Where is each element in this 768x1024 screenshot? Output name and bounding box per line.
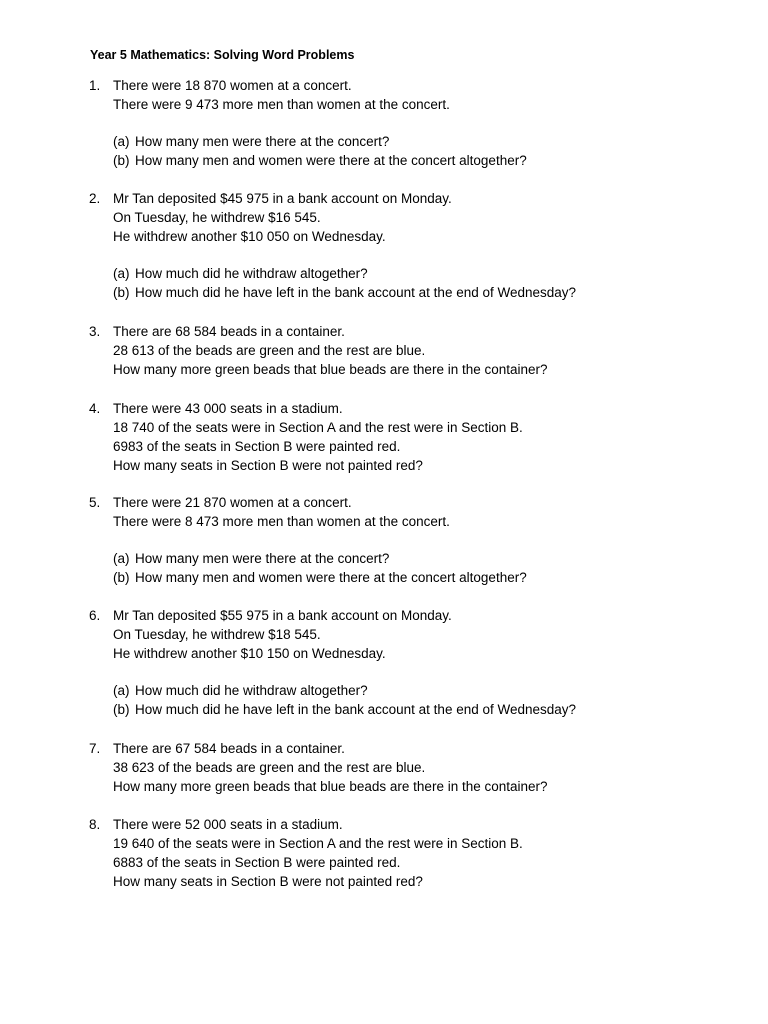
problem-number: 3. xyxy=(89,324,101,339)
problem-number: 6. xyxy=(89,608,101,623)
part-label: (a) xyxy=(113,134,130,149)
part-text: How many men were there at the concert? xyxy=(135,551,390,566)
problem-line: How many more green beads that blue beads are there in the container? xyxy=(113,362,548,377)
problem-line: Mr Tan deposited $45 975 in a bank account on Monday. xyxy=(113,191,452,206)
part-label: (b) xyxy=(113,702,130,717)
problem-line: There were 9 473 more men than women at the concert. xyxy=(113,97,450,112)
problem-line: There were 43 000 seats in a stadium. xyxy=(113,401,343,416)
problem-line: There were 18 870 women at a concert. xyxy=(113,78,352,93)
problem-part xyxy=(113,681,368,700)
problem-line: There were 21 870 women at a concert. xyxy=(113,495,352,510)
problem-line: 6983 of the seats in Section B were painted red. xyxy=(113,439,401,454)
problem-number: 2. xyxy=(89,191,101,206)
part-text: How many men were there at the concert? xyxy=(135,134,390,149)
part-label: (a) xyxy=(113,683,130,698)
problem-line: He withdrew another $10 150 on Wednesday. xyxy=(113,646,386,661)
problem-number: 1. xyxy=(89,78,101,93)
part-text: How many men and women were there at the concert altogether? xyxy=(135,153,527,168)
part-label: (b) xyxy=(113,285,130,300)
part-text: How much did he have left in the bank account at the end of Wednesday? xyxy=(135,285,577,300)
problem-line: How many seats in Section B were not painted red? xyxy=(113,458,423,473)
problem-number: 5. xyxy=(89,495,101,510)
problem-line: On Tuesday, he withdrew $18 545. xyxy=(113,627,321,642)
part-label: (b) xyxy=(113,153,130,168)
part-text: How much did he withdraw altogether? xyxy=(135,266,368,281)
problem-line: There were 52 000 seats in a stadium. xyxy=(113,817,343,832)
problem-number: 4. xyxy=(89,401,101,416)
part-label: (a) xyxy=(113,266,130,281)
part-text: How much did he withdraw altogether? xyxy=(135,683,368,698)
part-text: How much did he have left in the bank account at the end of Wednesday? xyxy=(135,702,577,717)
problem-line: 19 640 of the seats were in Section A and the rest were in Section B. xyxy=(113,836,523,851)
problem-number: 7. xyxy=(89,741,101,756)
part-text: How many men and women were there at the concert altogether? xyxy=(135,570,527,585)
problem-line: There are 68 584 beads in a container. xyxy=(113,324,345,339)
problem-number: 8. xyxy=(89,817,101,832)
problem-line: 6883 of the seats in Section B were painted red. xyxy=(113,855,401,870)
problem-line: 38 623 of the beads are green and the rest are blue. xyxy=(113,760,426,775)
problem-part xyxy=(113,700,576,719)
problem-line: There were 8 473 more men than women at the concert. xyxy=(113,514,450,529)
problem-line: Mr Tan deposited $55 975 in a bank account on Monday. xyxy=(113,608,452,623)
problem-line: 28 613 of the beads are green and the rest are blue. xyxy=(113,343,426,358)
problem-part xyxy=(113,132,389,151)
problem-part xyxy=(113,283,576,302)
problem-line: There are 67 584 beads in a container. xyxy=(113,741,345,756)
worksheet-title: Year 5 Mathematics: Solving Word Problems xyxy=(90,48,355,62)
problem-line: 18 740 of the seats were in Section A and the rest were in Section B. xyxy=(113,420,523,435)
problem-line: How many more green beads that blue beads are there in the container? xyxy=(113,779,548,794)
problem-part xyxy=(113,151,527,170)
problem-line: He withdrew another $10 050 on Wednesday. xyxy=(113,229,386,244)
problem-line: On Tuesday, he withdrew $16 545. xyxy=(113,210,321,225)
problem-part xyxy=(113,568,527,587)
problem-line: How many seats in Section B were not painted red? xyxy=(113,874,423,889)
problem-part xyxy=(113,549,389,568)
part-label: (a) xyxy=(113,551,130,566)
problem-part xyxy=(113,264,368,283)
part-label: (b) xyxy=(113,570,130,585)
